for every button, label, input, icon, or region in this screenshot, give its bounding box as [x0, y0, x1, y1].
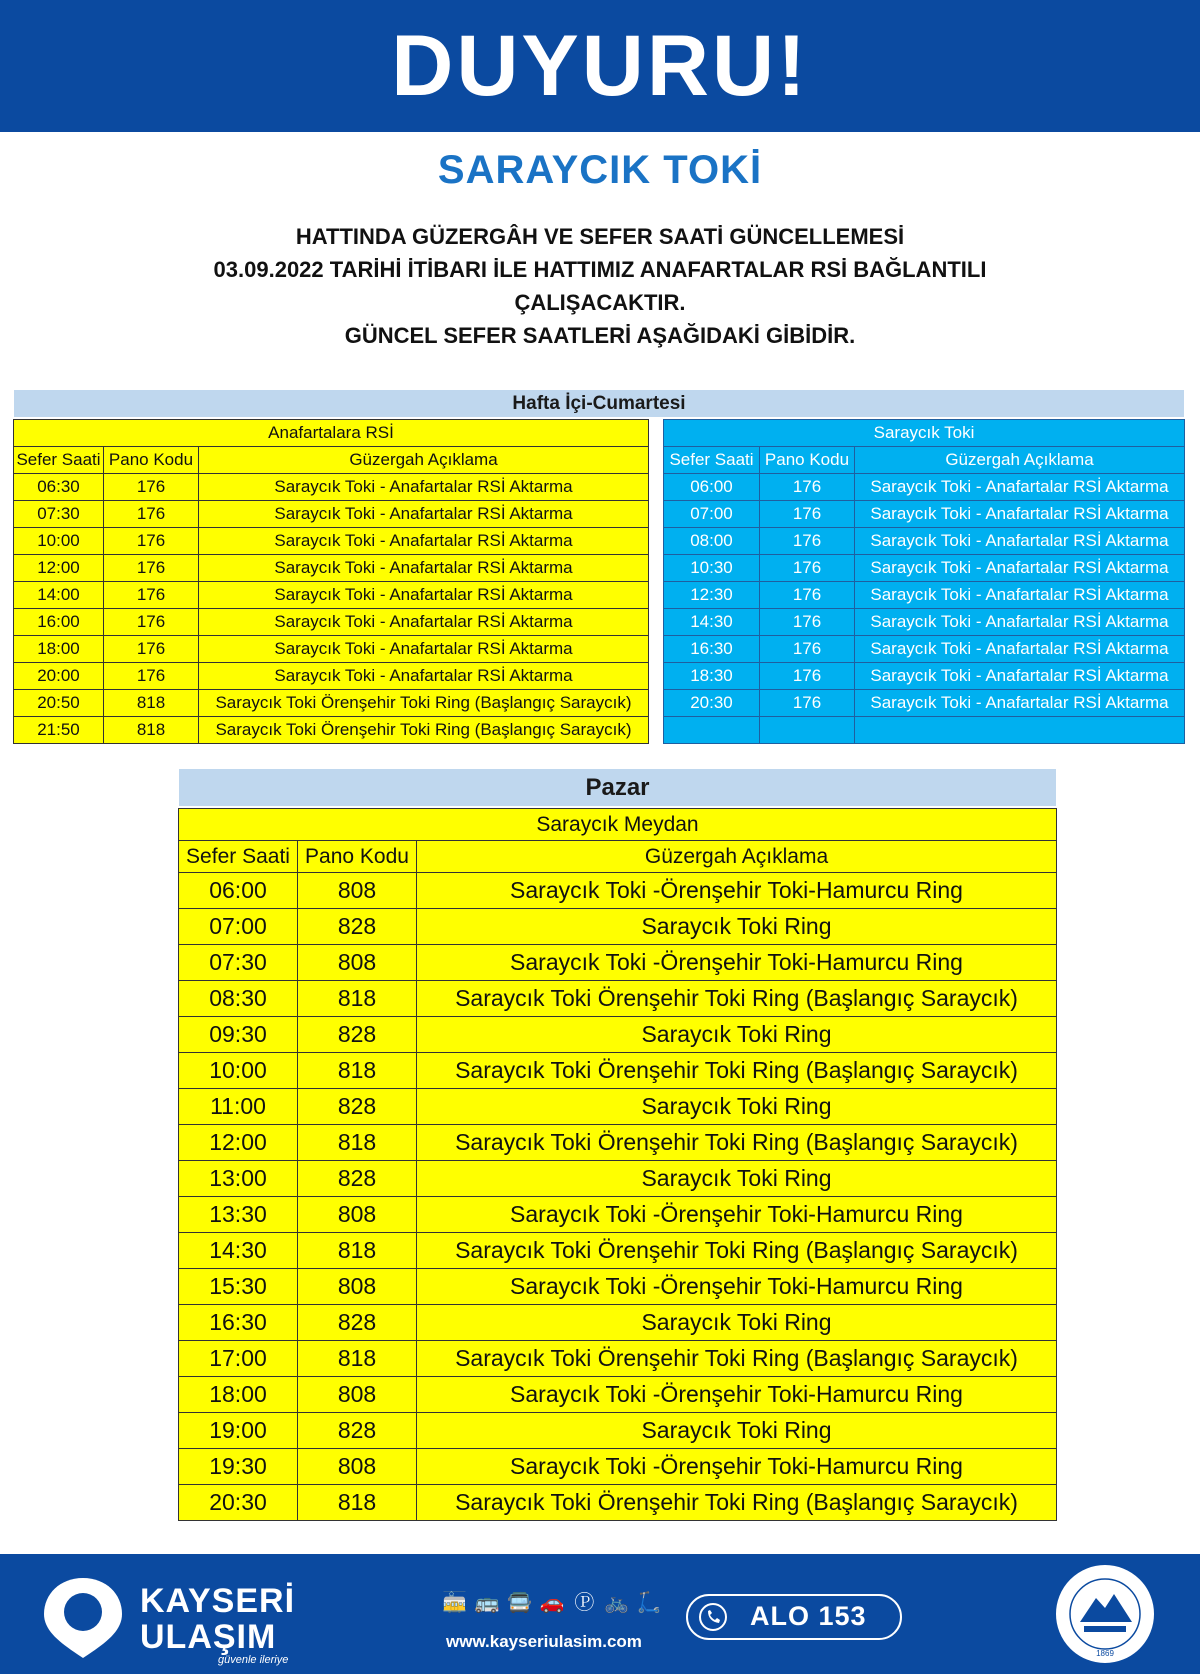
departure-time: 06:00 [179, 873, 298, 909]
hotline-number: ALO 153 [750, 1601, 867, 1631]
announcement-title: DUYURU! [391, 17, 809, 114]
table-row [179, 1341, 1057, 1377]
route-description: Saraycık Toki -Örenşehir Toki-Hamurcu Ring [417, 1269, 1057, 1305]
route-description: Saraycık Toki Örenşehir Toki Ring (Başlangıç Saraycık) [417, 1233, 1057, 1269]
table-row [179, 981, 1057, 1017]
column-header: Pano Kodu [760, 447, 855, 474]
notice-text [0, 220, 1200, 352]
route-code: 818 [298, 1485, 417, 1521]
route-description: Saraycık Toki Ring [417, 1161, 1057, 1197]
brand-tagline: güvenle ileriye [218, 1654, 289, 1666]
departure-time: 15:30 [179, 1269, 298, 1305]
departure-time: 06:00 [664, 474, 760, 501]
route-description: Saraycık Toki - Anafartalar RSİ Aktarma [199, 582, 649, 609]
route-code: 808 [298, 873, 417, 909]
route-description: Saraycık Toki -Örenşehir Toki-Hamurcu Ring [417, 1197, 1057, 1233]
right-header-row [664, 447, 1185, 474]
route-description: Saraycık Toki - Anafartalar RSİ Aktarma [855, 663, 1185, 690]
table-row [664, 636, 1185, 663]
departure-time: 13:30 [179, 1197, 298, 1233]
route-description: Saraycık Toki Ring [417, 1305, 1057, 1341]
table-row [14, 528, 649, 555]
route-code: 176 [104, 663, 199, 690]
column-header: Güzergah Açıklama [199, 447, 649, 474]
route-code: 176 [104, 528, 199, 555]
departure-time: 10:00 [179, 1053, 298, 1089]
route-code: 818 [298, 1233, 417, 1269]
route-code: 818 [104, 717, 199, 744]
departure-time: 18:00 [14, 636, 104, 663]
table-row [664, 663, 1185, 690]
route-code: 176 [104, 474, 199, 501]
departure-time: 08:00 [664, 528, 760, 555]
route-code: 808 [298, 945, 417, 981]
table-row [179, 1053, 1057, 1089]
route-description: Saraycık Toki - Anafartalar RSİ Aktarma [199, 555, 649, 582]
route-description: Saraycık Toki -Örenşehir Toki-Hamurcu Ring [417, 1449, 1057, 1485]
route-description: Saraycık Toki - Anafartalar RSİ Aktarma [855, 609, 1185, 636]
left-header-row [14, 447, 649, 474]
sunday-title: Pazar [179, 769, 1056, 806]
weekday-right-table [663, 419, 1185, 744]
route-description: Saraycık Toki - Anafartalar RSİ Aktarma [855, 582, 1185, 609]
departure-time: 20:50 [14, 690, 104, 717]
website-link[interactable]: www.kayseriulasim.com [446, 1632, 642, 1651]
table-row [14, 690, 649, 717]
route-code: 808 [298, 1197, 417, 1233]
departure-time: 19:00 [179, 1413, 298, 1449]
route-description: Saraycık Toki -Örenşehir Toki-Hamurcu Ring [417, 873, 1057, 909]
tram-icon: 🚋 [442, 1592, 468, 1614]
column-header: Güzergah Açıklama [855, 447, 1185, 474]
kayseri-ulasim-logo [40, 1572, 320, 1664]
route-code: 176 [104, 501, 199, 528]
phone-icon [698, 1602, 728, 1632]
departure-time: 06:30 [14, 474, 104, 501]
table-row [14, 636, 649, 663]
route-code: 176 [760, 663, 855, 690]
scooter-icon: 🛴 [636, 1592, 662, 1614]
route-code: 176 [760, 582, 855, 609]
route-code: 176 [760, 690, 855, 717]
route-description: Saraycık Toki Örenşehir Toki Ring (Başlangıç Saraycık) [417, 1053, 1057, 1089]
departure-time: 10:30 [664, 555, 760, 582]
route-description: Saraycık Toki Örenşehir Toki Ring (Başlangıç Saraycık) [199, 690, 649, 717]
route-code: 808 [298, 1377, 417, 1413]
route-code: 828 [298, 1305, 417, 1341]
parking-icon: Ⓟ [574, 1592, 595, 1614]
sunday-header-row [179, 841, 1057, 873]
departure-time: 20:30 [664, 690, 760, 717]
route-description: Saraycık Toki Örenşehir Toki Ring (Başlangıç Saraycık) [417, 981, 1057, 1017]
route-code: 176 [760, 609, 855, 636]
right-direction: Saraycık Toki [664, 420, 1185, 447]
departure-time: 09:30 [179, 1017, 298, 1053]
footer [0, 1554, 1200, 1674]
right-direction-row [664, 420, 1185, 447]
route-description: Saraycık Toki - Anafartalar RSİ Aktarma [855, 474, 1185, 501]
route-code: 808 [298, 1269, 417, 1305]
table-row [664, 609, 1185, 636]
departure-time: 21:50 [14, 717, 104, 744]
table-row [179, 1449, 1057, 1485]
column-header: Sefer Saati [179, 841, 298, 873]
route-code: 818 [298, 1053, 417, 1089]
route-description: Saraycık Toki - Anafartalar RSİ Aktarma [199, 663, 649, 690]
sunday-table [178, 808, 1057, 1521]
notice-line-4: GÜNCEL SEFER SAATLERİ AŞAĞIDAKİ GİBİDİR. [344, 323, 856, 348]
route-code: 828 [298, 1413, 417, 1449]
route-description: Saraycık Toki - Anafartalar RSİ Aktarma [855, 636, 1185, 663]
table-row [14, 474, 649, 501]
table-row [664, 717, 1185, 744]
notice-line-1: HATTINDA GÜZERGÂH VE SEFER SAATİ GÜNCELLEMESİ [295, 224, 905, 249]
departure-time: 20:30 [179, 1485, 298, 1521]
column-header: Sefer Saati [664, 447, 760, 474]
departure-time: 20:00 [14, 663, 104, 690]
municipality-seal [1046, 1560, 1164, 1668]
table-row [664, 690, 1185, 717]
route-code: 176 [104, 582, 199, 609]
route-code: 176 [760, 555, 855, 582]
column-header: Sefer Saati [14, 447, 104, 474]
departure-time: 07:00 [179, 909, 298, 945]
table-row [664, 474, 1185, 501]
table-row [179, 945, 1057, 981]
table-row [14, 501, 649, 528]
table-row [179, 1017, 1057, 1053]
table-row [179, 1305, 1057, 1341]
departure-time: 12:00 [14, 555, 104, 582]
route-code: 818 [298, 1341, 417, 1377]
route-description: Saraycık Toki - Anafartalar RSİ Aktarma [855, 528, 1185, 555]
departure-time: 14:00 [14, 582, 104, 609]
column-header: Pano Kodu [298, 841, 417, 873]
departure-time: 10:00 [14, 528, 104, 555]
table-row [179, 909, 1057, 945]
table-row [179, 1233, 1057, 1269]
route-description: Saraycık Toki - Anafartalar RSİ Aktarma [855, 501, 1185, 528]
table-row [179, 1089, 1057, 1125]
sunday-direction: Saraycık Meydan [179, 809, 1057, 841]
departure-time: 16:00 [14, 609, 104, 636]
table-row [14, 582, 649, 609]
sunday-direction-row [179, 809, 1057, 841]
table-row [179, 873, 1057, 909]
column-header: Güzergah Açıklama [417, 841, 1057, 873]
route-description: Saraycık Toki Örenşehir Toki Ring (Başlangıç Saraycık) [417, 1125, 1057, 1161]
brand-line-2: ULAŞIM [140, 1618, 277, 1656]
seal-year: 1869 [1096, 1649, 1114, 1658]
table-row [14, 609, 649, 636]
left-direction-row [14, 420, 649, 447]
table-row [179, 1413, 1057, 1449]
table-row [664, 555, 1185, 582]
departure-time: 12:00 [179, 1125, 298, 1161]
departure-time: 07:30 [179, 945, 298, 981]
route-code: 176 [760, 636, 855, 663]
route-description: Saraycık Toki Örenşehir Toki Ring (Başlangıç Saraycık) [417, 1485, 1057, 1521]
route-description: Saraycık Toki Ring [417, 1413, 1057, 1449]
route-description: Saraycık Toki - Anafartalar RSİ Aktarma [199, 609, 649, 636]
route-code: 818 [298, 981, 417, 1017]
table-row [664, 501, 1185, 528]
departure-time: 19:30 [179, 1449, 298, 1485]
table-row [179, 1485, 1057, 1521]
table-row [14, 555, 649, 582]
route-description: Saraycık Toki Örenşehir Toki Ring (Başlangıç Saraycık) [199, 717, 649, 744]
table-row [179, 1125, 1057, 1161]
notice-line-3: ÇALIŞACAKTIR. [514, 290, 686, 315]
departure-time: 14:30 [664, 609, 760, 636]
route-description: Saraycık Toki - Anafartalar RSİ Aktarma [199, 528, 649, 555]
left-direction: Anafartalara RSİ [14, 420, 649, 447]
route-description: Saraycık Toki - Anafartalar RSİ Aktarma [199, 474, 649, 501]
route-code: 818 [104, 690, 199, 717]
route-code: 828 [298, 1017, 417, 1053]
departure-time: 18:30 [664, 663, 760, 690]
brand-line-1: KAYSERİ [140, 1582, 296, 1620]
departure-time [664, 717, 760, 744]
route-code: 176 [760, 474, 855, 501]
bicycle-icon: 🚲 [604, 1592, 630, 1614]
route-description: Saraycık Toki - Anafartalar RSİ Aktarma [855, 555, 1185, 582]
route-description: Saraycık Toki - Anafartalar RSİ Aktarma [199, 501, 649, 528]
departure-time: 16:30 [664, 636, 760, 663]
bus-icon: 🚌 [474, 1592, 500, 1614]
departure-time: 18:00 [179, 1377, 298, 1413]
column-header: Pano Kodu [104, 447, 199, 474]
table-row [664, 528, 1185, 555]
route-description: Saraycık Toki Örenşehir Toki Ring (Başlangıç Saraycık) [417, 1341, 1057, 1377]
departure-time: 17:00 [179, 1341, 298, 1377]
weekday-title: Hafta İçi-Cumartesi [14, 390, 1184, 417]
table-row [664, 582, 1185, 609]
route-description: Saraycık Toki - Anafartalar RSİ Aktarma [199, 636, 649, 663]
route-code: 818 [298, 1125, 417, 1161]
route-description: Saraycık Toki -Örenşehir Toki-Hamurcu Ring [417, 1377, 1057, 1413]
notice-line-2: 03.09.2022 TARİHİ İTİBARI İLE HATTIMIZ ANAFARTALAR RSİ BAĞLANTILI [213, 257, 987, 282]
route-description: Saraycık Toki Ring [417, 909, 1057, 945]
departure-time: 07:30 [14, 501, 104, 528]
car-icon: 🚗 [539, 1592, 565, 1614]
route-code: 808 [298, 1449, 417, 1485]
weekday-left-table [13, 419, 649, 744]
route-code: 828 [298, 1161, 417, 1197]
route-code: 176 [104, 636, 199, 663]
departure-time: 16:30 [179, 1305, 298, 1341]
table-row [179, 1161, 1057, 1197]
table-row [14, 717, 649, 744]
route-code: 176 [104, 555, 199, 582]
table-row [179, 1197, 1057, 1233]
route-description: Saraycık Toki -Örenşehir Toki-Hamurcu Ring [417, 945, 1057, 981]
hotline-badge[interactable] [686, 1594, 902, 1640]
route-code: 828 [298, 909, 417, 945]
top-banner [0, 0, 1200, 132]
line-name: SARAYCIK TOKİ [437, 148, 763, 192]
departure-time: 14:30 [179, 1233, 298, 1269]
route-description [855, 717, 1185, 744]
departure-time: 12:30 [664, 582, 760, 609]
route-code: 176 [760, 528, 855, 555]
route-code [760, 717, 855, 744]
location-pin-icon [40, 1574, 126, 1660]
departure-time: 07:00 [664, 501, 760, 528]
departure-time: 13:00 [179, 1161, 298, 1197]
route-description: Saraycık Toki - Anafartalar RSİ Aktarma [855, 690, 1185, 717]
table-row [179, 1377, 1057, 1413]
route-description: Saraycık Toki Ring [417, 1017, 1057, 1053]
transport-icons [442, 1590, 662, 1618]
departure-time: 08:30 [179, 981, 298, 1017]
table-row [179, 1269, 1057, 1305]
route-description: Saraycık Toki Ring [417, 1089, 1057, 1125]
route-code: 828 [298, 1089, 417, 1125]
route-code: 176 [760, 501, 855, 528]
metrobus-icon: 🚍 [507, 1592, 532, 1614]
route-code: 176 [104, 609, 199, 636]
table-row [14, 663, 649, 690]
departure-time: 11:00 [179, 1089, 298, 1125]
